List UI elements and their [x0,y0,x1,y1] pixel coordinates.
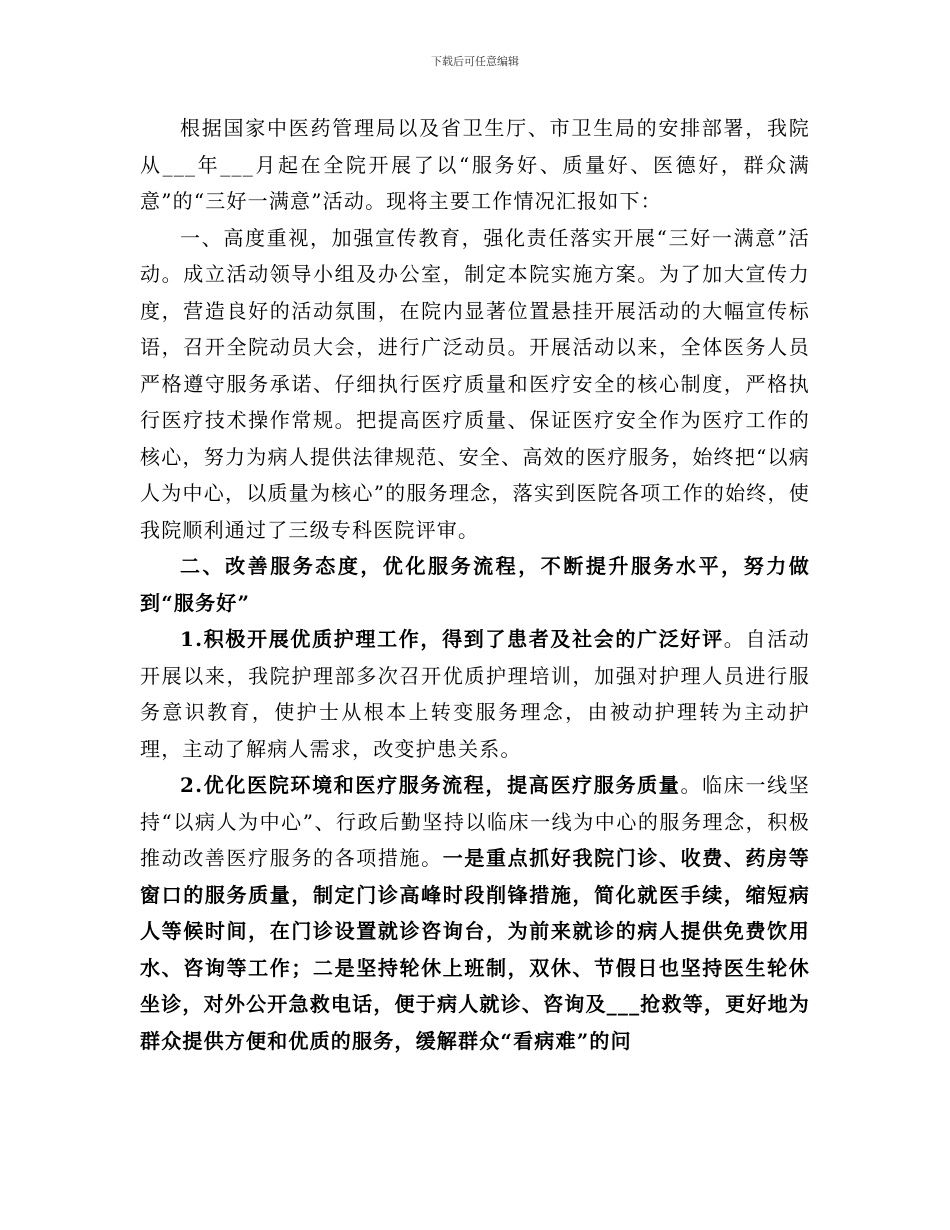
item-two-measures: 一是重点抓好我院门诊、收费、药房等窗口的服务质量，制定门诊高峰时段削锋措施，简化就医手续，缩短病人等候时间，在门诊设置就诊咨询台，为前来就诊的病人提供免费饮用水、咨询等工作；二是坚持轮休上班制，双休、节假日也坚持医生轮休坐诊，对外公开急救电话，便于病人就诊、咨询及___抢救等，更好地为群众提供方便和优质的服务，缓解群众“看病难”的问 [140,846,810,1053]
item-two-paragraph [140,767,810,1059]
item-two-text: 。临床一线坚持“以病人为中心”、行政后勤坚持以临床一线为中心的服务理念，积极推动改善医疗服务的各项措施。 [140,773,810,870]
section-one-paragraph: 一、高度重视，加强宣传教育，强化责任落实开展“三好一满意”活动。成立活动领导小组及办公室，制定本院实施方案。为了加大宣传力度，营造良好的活动氛围，在院内显著位置悬挂开展活动的大幅宣传标语，召开全院动员大会，进行广泛动员。开展活动以来，全体医务人员严格遵守服务承诺、仔细执行医疗质量和医疗安全的核心制度，严格执行医疗技术操作常规。把提高医疗质量、保证医疗安全作为医疗工作的核心，努力为病人提供法律规范、安全、高效的医疗服务，始终把“以病人为中心，以质量为核心”的服务理念，落实到医院各项工作的始终，使我院顺利通过了三级专科医院评审。 [140,225,810,542]
item-one-lead: 1.积极开展优质护理工作，得到了患者及社会的广泛好评 [180,627,724,651]
intro-paragraph: 根据国家中医药管理局以及省卫生厅、市卫生局的安排部署，我院从___年___月起在全院开展了以“服务好、质量好、医德好，群众满意”的“三好一满意”活动。现将主要工作情况汇报如下： [140,116,810,213]
item-one-paragraph [140,621,810,767]
section-two-heading [140,548,810,621]
page-header: 下载后可任意编辑 [431,55,519,68]
item-one-text: 。自活动开展以来，我院护理部多次召开优质护理培训，加强对护理人员进行服务意识教育，使护士从根本上转变服务理念，由被动护理转为主动护理，主动了解病人需求，改变护患关系。 [140,627,810,761]
section-two-heading-text: 二、改善服务态度，优化服务流程，不断提升服务水平，努力做到“服务好” [140,554,810,615]
document-body [140,110,810,1059]
item-two-lead: 2.优化医院环境和医疗服务流程，提高医疗服务质量 [180,773,681,797]
